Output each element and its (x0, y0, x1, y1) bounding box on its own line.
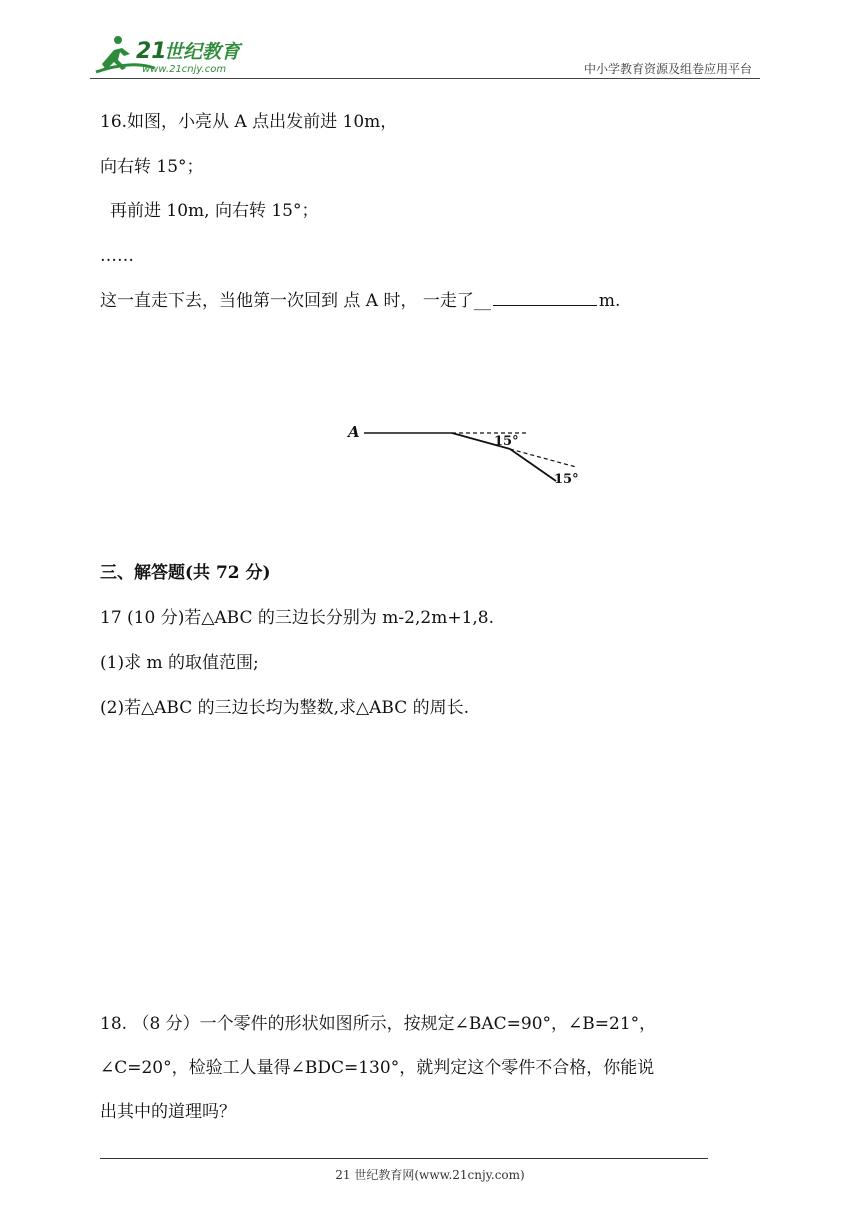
footer-text: 21 世纪教育网(www.21cnjy.com) (335, 1168, 525, 1182)
q16-line-1: 16.如图，小亮从 A 点出发前进 10m， (100, 112, 398, 132)
logo-url: www.21cnjy.com (142, 64, 227, 75)
q17-line-1: 17 (10 分)若△ABC 的三边长分别为 m-2,2m+1,8. (100, 608, 495, 628)
site-slogan: 中小学教育资源及组卷应用平台 (583, 62, 752, 76)
q16-question-text: 这一直走下去，当他第一次回到 点 A 时， 一走了__ (100, 291, 491, 311)
walking-path-figure (340, 415, 590, 495)
q17-line-2: (1)求 m 的取值范围; (100, 653, 259, 673)
q16-line-5 (100, 290, 620, 312)
q17-line-3: (2)若△ABC 的三边长均为整数,求△ABC 的周长. (100, 698, 470, 718)
runner-icon (92, 34, 262, 78)
q16-line-4: …… (100, 246, 134, 266)
header-divider (90, 78, 760, 79)
logo (92, 34, 262, 78)
footer-divider (100, 1158, 708, 1159)
q18-line-1: 18. （8 分）一个零件的形状如图所示，按规定∠BAC=90°，∠B=21°， (100, 1014, 657, 1034)
q16-line-3: 再前进 10m, 向右转 15°； (110, 201, 319, 221)
extension-line-2 (510, 449, 576, 467)
logo-text: 世纪教育 (164, 41, 241, 63)
q18-line-3: 出其中的道理吗？ (100, 1102, 236, 1122)
q18-line-2: ∠C=20°，检验工人量得∠BDC=130°，就判定这个零件不合格，你能说 (100, 1058, 655, 1078)
section-title: 三、解答题(共 72 分) (100, 563, 271, 583)
path-segment-3 (510, 449, 556, 481)
point-a-label: A (348, 423, 360, 441)
q16-unit: m. (598, 291, 621, 311)
q16-line-2: 向右转 15°； (100, 157, 204, 177)
angle-2-label: 15° (554, 472, 579, 487)
logo-number: 21 (136, 39, 167, 64)
angle-1-label: 15° (494, 434, 519, 449)
answer-blank[interactable] (493, 291, 597, 306)
